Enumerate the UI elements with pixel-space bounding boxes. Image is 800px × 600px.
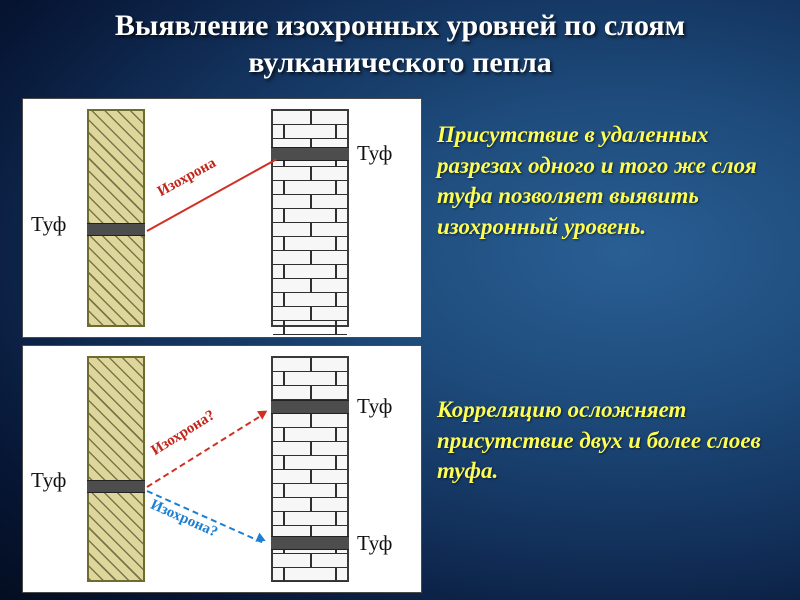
bottom-right-tuff-label-lower: Туф: [357, 531, 393, 555]
explanation-text-second: Корреляцию осложняет присутствие двух и более слоев туфа.: [437, 397, 761, 484]
bottom-right-tuff-band-lower: [271, 536, 349, 550]
top-right-tuff-label: Туф: [357, 141, 393, 165]
bottom-isochron-label-upper: Изохрона?: [148, 407, 218, 459]
explanation-text-first: Присутствие в удаленных разрезах одного и того же слоя туфа позволяет выявить изохронный уровень.: [437, 122, 757, 239]
top-isochron-label: Изохрона: [154, 154, 219, 201]
bottom-left-tuff-label: Туф: [31, 468, 67, 492]
top-left-siltstone-column: [87, 109, 145, 327]
bottom-left-tuff-band: [87, 480, 145, 493]
top-left-tuff-label: Туф: [31, 212, 67, 236]
bottom-right-tuff-band-upper: [271, 400, 349, 414]
slide-title: Выявление изохронных уровней по слоям вулканического пепла: [114, 9, 686, 79]
bottom-isochron-label-lower: Изохрона?: [147, 496, 220, 541]
top-right-limestone-column: [271, 109, 349, 327]
diagram-panel-bottom: [22, 345, 422, 593]
top-left-tuff-band: [87, 223, 145, 236]
bottom-right-tuff-label-upper: Туф: [357, 394, 393, 418]
bottom-isochron-arrow-lower: [255, 533, 267, 546]
top-right-tuff-band: [271, 147, 349, 161]
diagram-panel-top: [22, 98, 422, 338]
bottom-left-siltstone-column: [87, 356, 145, 582]
